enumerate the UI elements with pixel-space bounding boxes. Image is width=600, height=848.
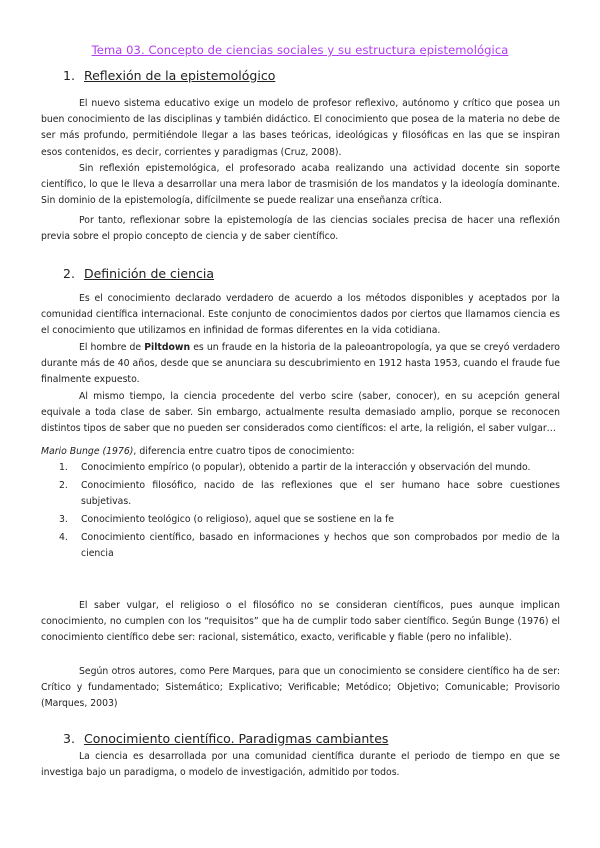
s1-paragraph-2: Sin reflexión epistemológica, el profesorado acaba realizando una actividad docente sin soporte científico, lo que le lleva a desarrollar una mera labor de trasmisión de los mandatos y la ideología dominante. Sin dominio de la epistemología, difícilmente se puede realizar una enseñanza crítica. — [41, 163, 560, 207]
s2-p2-before: El hombre de — [79, 342, 145, 353]
list-item — [41, 530, 560, 562]
list-item-text: Conocimiento teológico (o religioso), aquel que se sostiene en la fe — [81, 514, 394, 525]
s2-paragraph-3: Al mismo tiempo, la ciencia procedente del verbo scire (saber, conocer), en su acepción general equivale a toda clase de saber. Sin embargo, actualmente resulta demasiado amplio, porque se reconocen distintos tipos de saber que no pueden ser considerados como científicos: el arte, la religión, el saber vulgar… — [41, 391, 560, 435]
s2-paragraph-2 — [41, 340, 560, 389]
bunge-intro-rest: , diferencia entre cuatro tipos de conocimiento: — [133, 446, 355, 457]
list-item-text: Conocimiento científico, basado en informaciones y hechos que son comprobados por medio de la ciencia — [81, 532, 560, 559]
s1-paragraph-3: Por tanto, reflexionar sobre la epistemología de las ciencias sociales precisa de hacer una reflexión previa sobre el propio concepto de ciencia y de saber científico. — [41, 215, 560, 243]
s2-paragraph-1: Es el conocimiento declarado verdadero de acuerdo a los métodos disponibles y aceptados por la comunidad científica internacional. Este conjunto de conocimientos dados por ciertos que llamamos ciencia es el conocimiento que utilizamos en infinidad de formas diferentes en la vida cotidiana. — [41, 293, 560, 337]
section-2-number: 2. — [63, 266, 75, 281]
s1-paragraph-1: El nuevo sistema educativo exige un modelo de profesor reflexivo, autónomo y crítico que posea un buen conocimiento de las disciplinas y también didáctico. El conocimiento que posea de la materia no debe de ser más profundo, permitiéndole llegar a las bases teóricas, ideológicas y filosóficas en las que se inspiran esos contenidos, es decir, corrientes y paradigmas (Cruz, 2008). — [41, 98, 560, 158]
section-1-heading — [63, 68, 275, 83]
s2-paragraph-4: El saber vulgar, el religioso o el filosófico no se consideran científicos, pues aunque implican conocimiento, no cumplen con los “requisitos” que ha de cumplir todo saber científico. Según Bunge (1976) el conocimiento científico debe ser: racional, sistemático, exacto, verificable y fiable (pero no infalible). — [41, 600, 560, 644]
list-item-number: 1. — [59, 462, 68, 473]
s2-paragraph-5: Según otros autores, como Pere Marques, para que un conocimiento se considere científico ha de ser: Crítico y fundamentado; Sistemático; Explicativo; Verificable; Metódico; Objetivo; Comunicable; Provisorio (Marques, 2003) — [41, 666, 560, 710]
section-1-number: 1. — [63, 68, 75, 83]
list-item-number: 4. — [59, 532, 68, 543]
s2-p2-after: es un fraude en la historia de la paleoantropología, ya que se creyó verdadero durante más de 40 años, desde que se anunciara su descubrimiento en 1912 hasta 1953, cuando el fraude fue finalmente expuesto. — [41, 342, 560, 386]
piltdown-bold: Piltdown — [144, 342, 191, 353]
bunge-citation: Mario Bunge (1976) — [41, 446, 134, 457]
s3-paragraph-1: La ciencia es desarrollada por una comunidad científica durante el periodo de tiempo en que se investiga bajo un paradigma, o modelo de investigación, admitido por todos. — [41, 751, 560, 779]
document-title: Tema 03. Concepto de ciencias sociales y su estructura epistemológica — [91, 43, 509, 57]
list-item — [41, 478, 560, 510]
section-3-number: 3. — [63, 731, 75, 746]
bunge-intro — [41, 444, 560, 460]
list-item-text: Conocimiento filosófico, nacido de las reflexiones que el ser humano hace sobre cuestiones subjetivas. — [81, 480, 560, 507]
list-item-text: Conocimiento empírico (o popular), obtenido a partir de la interacción y observación del mundo. — [81, 462, 531, 473]
knowledge-types-list — [41, 460, 560, 564]
list-item — [41, 512, 560, 528]
section-2-title: Definición de ciencia — [83, 266, 215, 281]
list-item-number: 3. — [59, 514, 68, 525]
section-1-title: Reflexión de la epistemológico — [83, 68, 276, 83]
list-item-number: 2. — [59, 480, 68, 491]
section-3-title: Conocimiento científico. Paradigmas cambiantes — [83, 731, 389, 746]
section-3-heading — [63, 731, 388, 746]
list-item — [41, 460, 560, 476]
section-2-heading — [63, 266, 214, 281]
